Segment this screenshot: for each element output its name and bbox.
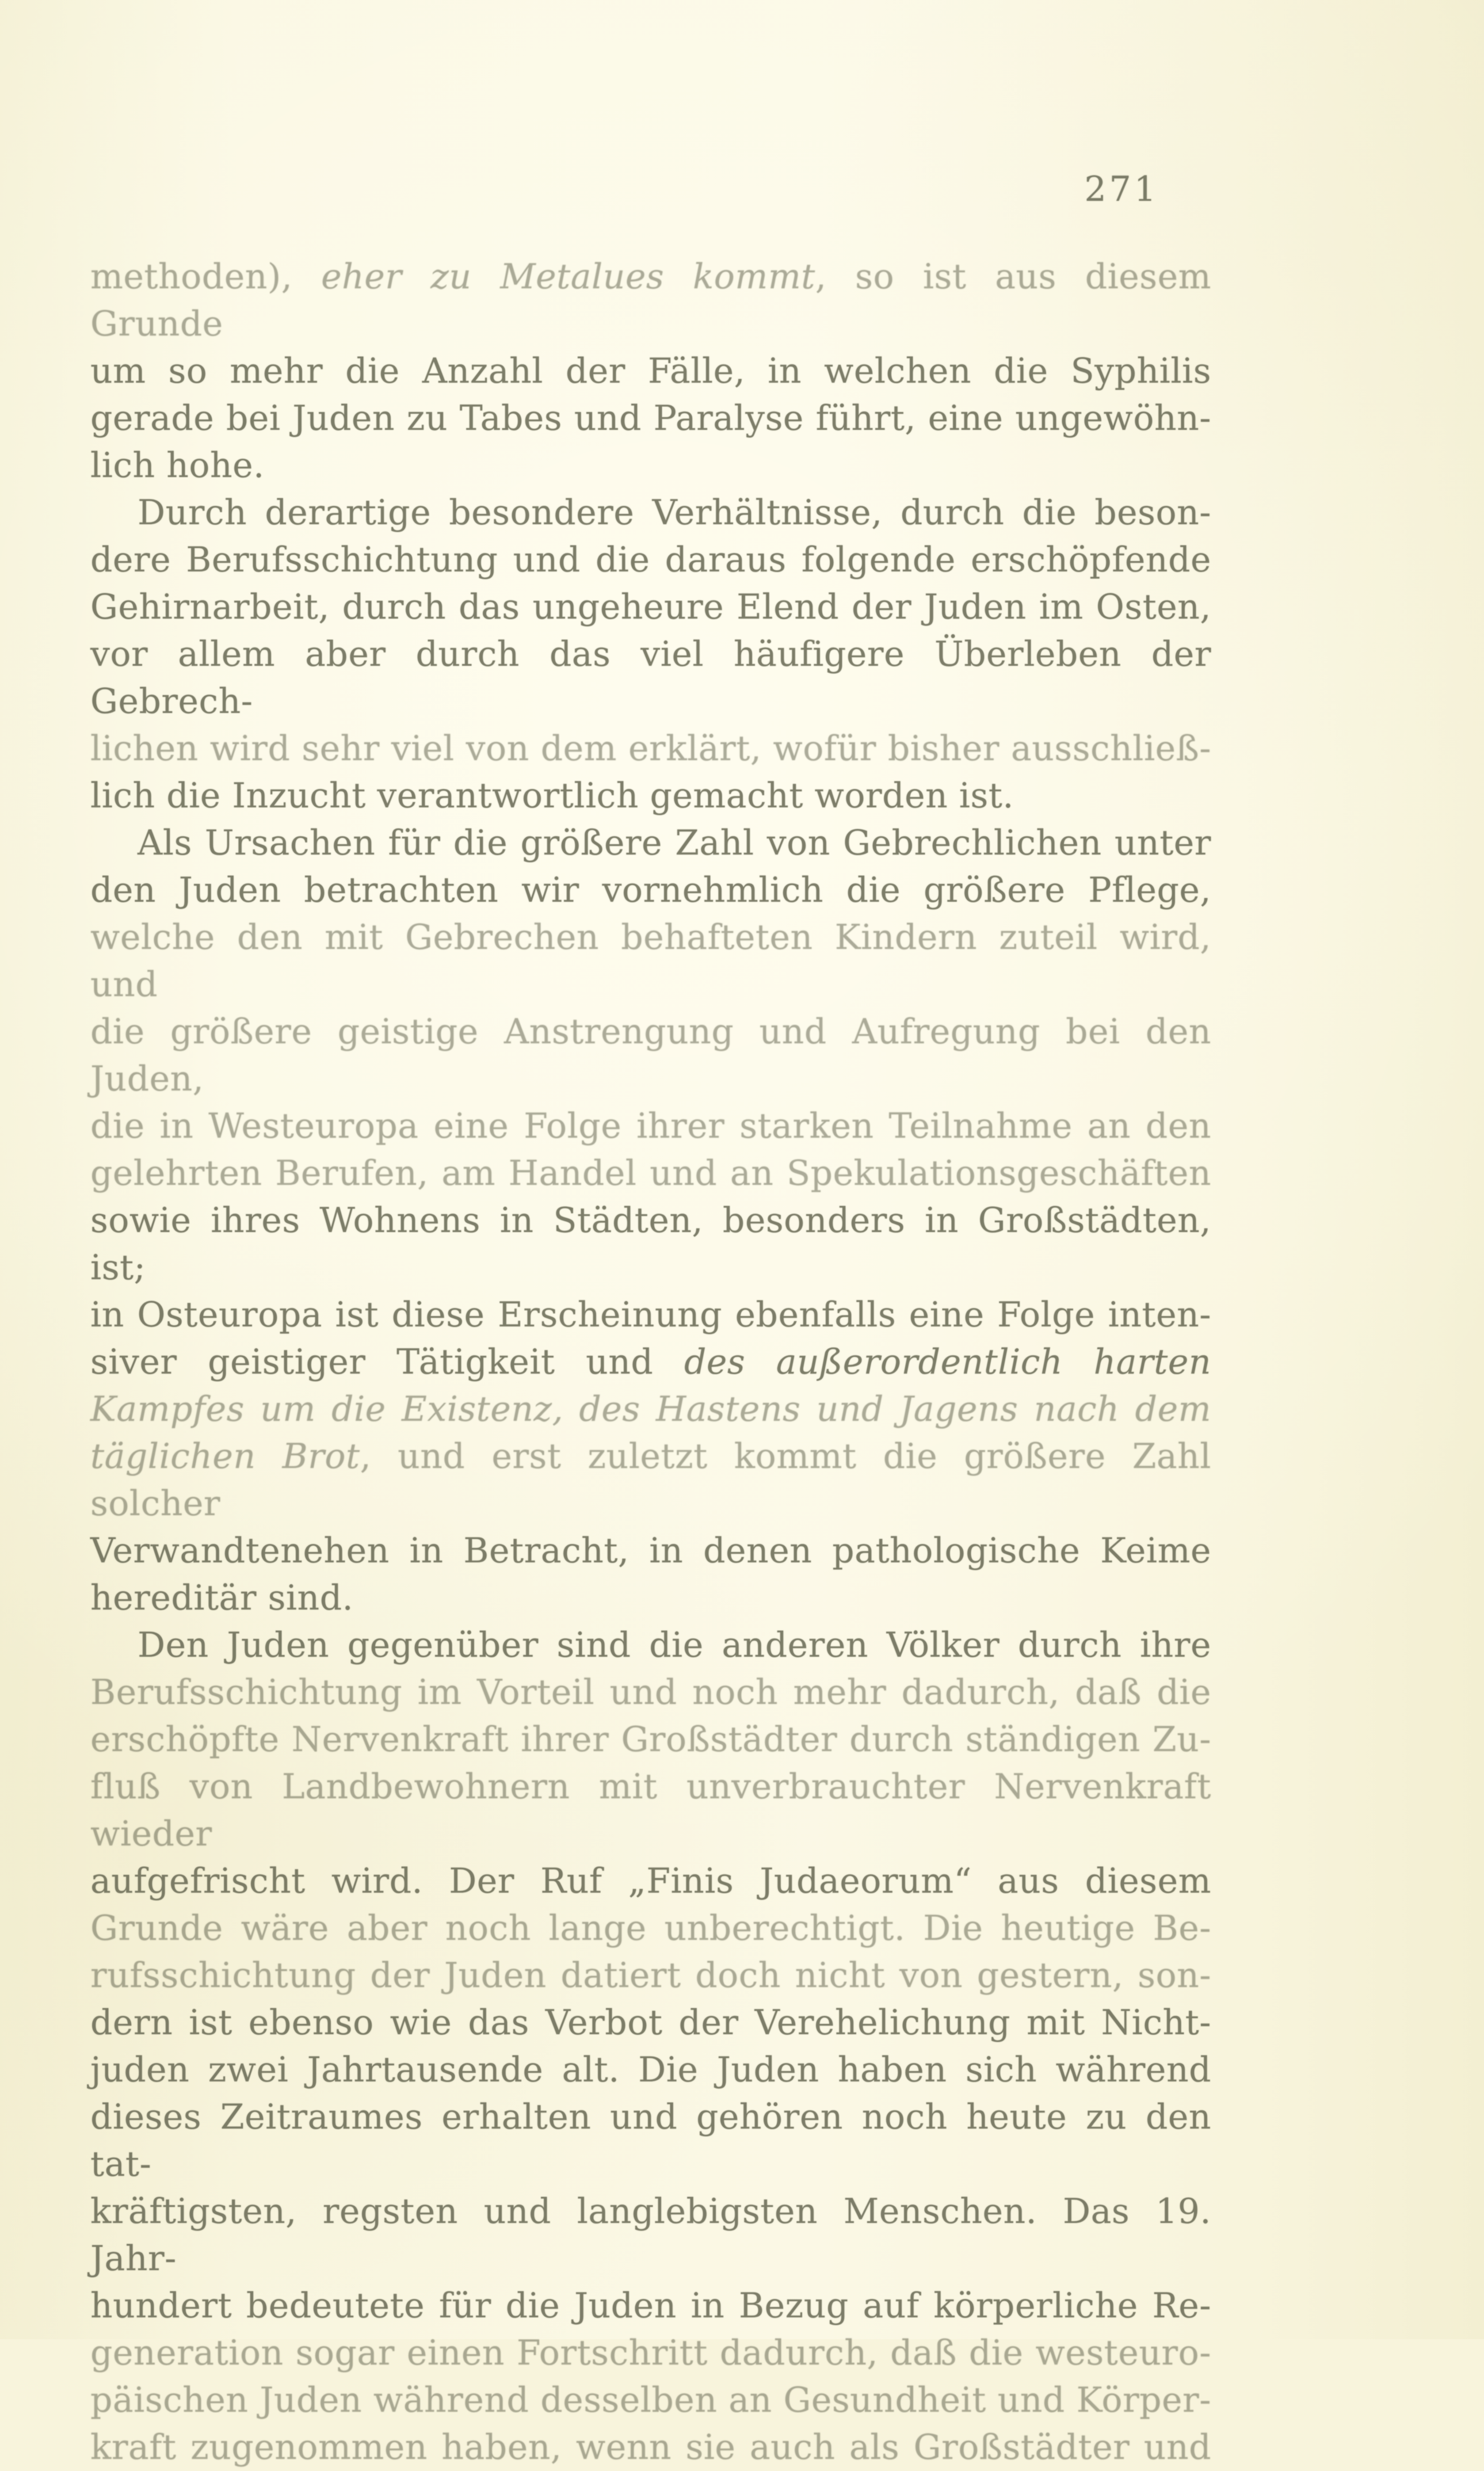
text-line <box>90 1763 1211 1858</box>
text-segment: erschöpfte Nervenkraft ihrer Großstädter durch ständigen Zu- <box>90 1719 1211 1760</box>
text-segment: Den Juden gegenüber sind die anderen Völker durch ihre <box>138 1625 1211 1665</box>
text-segment: kraft zugenommen haben, wenn sie auch als Großstädter und <box>90 2427 1211 2468</box>
text-line <box>90 1339 1211 1386</box>
text-line <box>90 1433 1211 1527</box>
italic-text-segment: des außerordentlich harten <box>684 1342 1212 1382</box>
text-line <box>90 1291 1211 1339</box>
italic-text-segment: eher zu Metalues kommt <box>321 257 815 297</box>
text-segment: die in Westeuropa eine Folge ihrer starken Teilnahme an den <box>90 1106 1211 1146</box>
text-line <box>90 253 1211 348</box>
text-segment: Als Ursachen für die größere Zahl von Gebrechlichen unter <box>138 823 1211 863</box>
text-segment: lichen wird sehr viel von dem erklärt, wofür bisher ausschließ- <box>90 729 1211 769</box>
text-line <box>90 2329 1211 2377</box>
text-line <box>90 772 1211 819</box>
text-line <box>90 1103 1211 1150</box>
text-line <box>90 2282 1211 2329</box>
text-segment: , so ist aus diesem Grunde <box>90 257 1212 344</box>
text-line <box>90 1716 1211 1763</box>
text-line <box>90 2094 1211 2188</box>
text-segment: in Osteuropa ist diese Erscheinung ebenfalls eine Folge inten- <box>90 1295 1211 1335</box>
text-line <box>90 631 1211 725</box>
text-line <box>90 2377 1211 2424</box>
text-segment: Verwandtenehen in Betracht, in denen pathologische Keime <box>90 1531 1211 1571</box>
text-line <box>90 1858 1211 1905</box>
paragraph <box>90 253 1211 489</box>
text-line <box>90 1622 1211 1669</box>
text-segment: Gehirnarbeit, durch das ungeheure Elend der Juden im Osten, <box>90 587 1211 627</box>
text-line <box>90 1197 1211 1291</box>
text-segment: dieses Zeitraumes erhalten und gehören noch heute zu den tat- <box>90 2097 1211 2184</box>
paragraph <box>90 489 1211 819</box>
text-segment: generation sogar einen Fortschritt dadurch, daß die westeuro- <box>90 2333 1211 2373</box>
text-segment: hereditär sind. <box>90 1578 354 1618</box>
text-segment: rufsschichtung der Juden datiert doch nicht von gestern, son- <box>90 1955 1211 1996</box>
text-segment: juden zwei Jahrtausende alt. Die Juden haben sich während <box>90 2050 1211 2090</box>
text-line <box>90 348 1211 395</box>
text-line <box>90 1999 1211 2046</box>
text-line <box>90 914 1211 1008</box>
text-line <box>90 2424 1211 2471</box>
text-line <box>90 725 1211 772</box>
text-segment: den Juden betrachten wir vornehmlich die größere Pflege, <box>90 870 1211 910</box>
text-segment: fluß von Landbewohnern mit unverbrauchter Nervenkraft wieder <box>90 1767 1211 1854</box>
text-segment: päischen Juden während desselben an Gesundheit und Körper- <box>90 2380 1211 2420</box>
text-segment: , und erst zuletzt kommt die größere Zahl solcher <box>90 1436 1211 1524</box>
text-segment: Grunde wäre aber noch lange unberechtigt. Die heutige Be- <box>90 1908 1211 1948</box>
text-line <box>90 1952 1211 1999</box>
text-segment: dere Berufsschichtung und die daraus folgende erschöpfende <box>90 540 1211 580</box>
italic-text-segment: Kampfes um die Existenz, des Hastens und Jagens nach dem <box>90 1389 1211 1429</box>
text-segment: hundert bedeutete für die Juden in Bezug auf körperliche Re- <box>90 2286 1211 2326</box>
text-segment: die größere geistige Anstrengung und Aufregung bei den Juden, <box>90 1012 1211 1099</box>
text-line <box>90 1669 1211 1716</box>
text-line <box>90 1574 1211 1622</box>
text-line <box>90 395 1211 442</box>
text-line <box>90 1150 1211 1197</box>
text-segment: um so mehr die Anzahl der Fälle, in welchen die Syphilis <box>90 351 1211 391</box>
text-segment: siver geistiger Tätigkeit und <box>90 1342 684 1382</box>
text-line <box>90 2046 1211 2094</box>
text-segment: gelehrten Berufen, am Handel und an Spekulationsgeschäften <box>90 1153 1211 1193</box>
text-segment: aufgefrischt wird. Der Ruf „Finis Judaeorum“ aus diesem <box>90 1861 1211 1901</box>
text-segment: dern ist ebenso wie das Verbot der Verehelichung mit Nicht- <box>90 2003 1211 2043</box>
text-line <box>90 442 1211 489</box>
text-segment: lich die Inzucht verantwortlich gemacht worden ist. <box>90 776 1014 816</box>
text-line <box>90 819 1211 867</box>
text-line <box>90 1386 1211 1433</box>
paragraph <box>90 1622 1211 2471</box>
text-segment: gerade bei Juden zu Tabes und Paralyse führt, eine ungewöhn- <box>90 398 1211 438</box>
text-line <box>90 1527 1211 1574</box>
text-segment: welche den mit Gebrechen behafteten Kindern zuteil wird, und <box>90 917 1211 1005</box>
text-line <box>90 2188 1211 2282</box>
text-line <box>90 1905 1211 1952</box>
text-line <box>90 1008 1211 1103</box>
italic-text-segment: täglichen Brot <box>90 1436 360 1477</box>
paragraph <box>90 819 1211 1622</box>
page-number: 271 <box>1084 169 1159 209</box>
text-segment: methoden), <box>90 257 322 297</box>
text-segment: Berufsschichtung im Vorteil und noch mehr dadurch, daß die <box>90 1672 1211 1713</box>
text-segment: vor allem aber durch das viel häufigere Überleben der Gebrech- <box>90 634 1211 722</box>
text-segment: sowie ihres Wohnens in Städten, besonders in Großstädten, ist; <box>90 1200 1211 1288</box>
page-text-block <box>90 253 1211 2471</box>
text-segment: kräftigsten, regsten und langlebigsten Menschen. Das 19. Jahr- <box>90 2191 1211 2279</box>
text-line <box>90 489 1211 536</box>
text-line <box>90 536 1211 584</box>
text-segment: Durch derartige besondere Verhältnisse, durch die beson- <box>138 493 1211 533</box>
text-line <box>90 867 1211 914</box>
text-segment: lich hohe. <box>90 445 265 486</box>
text-line <box>90 584 1211 631</box>
